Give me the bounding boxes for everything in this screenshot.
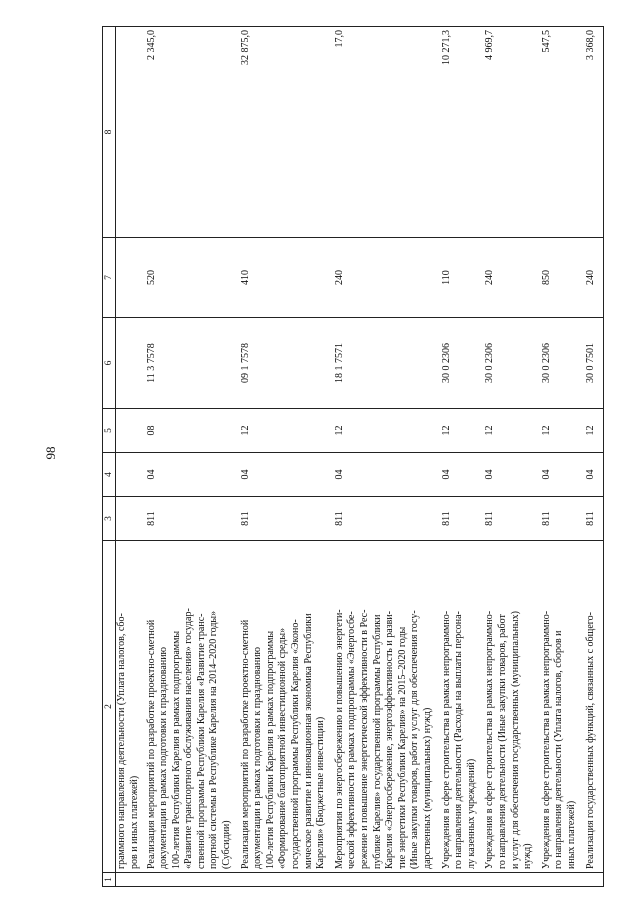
subsection-code-cell: 12 xyxy=(541,409,585,453)
header-col-7: 7 xyxy=(103,238,116,318)
expense-type-cell xyxy=(116,238,146,318)
amount-cell: 2 345,0 xyxy=(146,27,240,238)
header-col-5: 5 xyxy=(103,409,116,453)
section-code-cell: 04 xyxy=(334,453,441,497)
target-article-cell: 09 1 7578 xyxy=(240,318,334,409)
table-row xyxy=(334,27,441,887)
amount-cell xyxy=(116,27,146,238)
budget-table xyxy=(102,26,604,887)
table-row xyxy=(146,27,240,887)
description-cell: Реализация мероприятий по разработке проектно-сметной документации в рамках подготовки к празднованию 100-летия Республики Карелия в рамках подпрограммы «Развитие транспортного обслуживания населения» государ- ственной программы Республики Карелия «Развитие транс- портной системы в Республике Карелия на 2014–2020 годы» (Субсидии) xyxy=(146,541,240,873)
table-row xyxy=(441,27,485,887)
section-code-cell xyxy=(116,453,146,497)
table-row xyxy=(484,27,540,887)
table-row xyxy=(585,27,604,887)
rzpr-code-cell: 811 xyxy=(585,497,604,541)
row-number-cell xyxy=(541,873,585,887)
rzpr-code-cell: 811 xyxy=(441,497,485,541)
subsection-code-cell: 12 xyxy=(441,409,485,453)
amount-cell: 17,0 xyxy=(334,27,441,238)
section-code-cell: 04 xyxy=(541,453,585,497)
rzpr-code-cell: 811 xyxy=(146,497,240,541)
description-cell: граммного направления деятельности (Уплата налогов, сбо- ров и иных платежей) xyxy=(116,541,146,873)
expense-type-cell: 850 xyxy=(541,238,585,318)
expense-type-cell: 410 xyxy=(240,238,334,318)
row-number-cell xyxy=(334,873,441,887)
rzpr-code-cell xyxy=(116,497,146,541)
header-col-1: 1 xyxy=(103,873,116,887)
expense-type-cell: 520 xyxy=(146,238,240,318)
header-col-4: 4 xyxy=(103,453,116,497)
table-header-row xyxy=(103,27,116,887)
description-cell: Реализация мероприятий по разработке проектно-сметной документации в рамках подготовки к празднованию 100-летия Республики Карелия в рамках подпрограммы «Формирование благоприятной инвестиционной среды» государственной программы Республики Карелия «Эконо- мическое развитие и инновационная экономика Республики Карелия» (Бюджетные инвестиции) xyxy=(240,541,334,873)
target-article-cell: 11 3 7578 xyxy=(146,318,240,409)
row-number-cell xyxy=(146,873,240,887)
subsection-code-cell: 12 xyxy=(240,409,334,453)
row-number-cell xyxy=(240,873,334,887)
expense-type-cell: 240 xyxy=(484,238,540,318)
table-row xyxy=(240,27,334,887)
row-number-cell xyxy=(441,873,485,887)
target-article-cell xyxy=(116,318,146,409)
description-cell: Учреждения в сфере строительства в рамках непрограммно- го направления деятельности (Уплата налогов, сборов и иных платежей) xyxy=(541,541,585,873)
section-code-cell: 04 xyxy=(146,453,240,497)
subsection-code-cell: 12 xyxy=(334,409,441,453)
description-cell: Реализация государственных функций, связанных с общего- xyxy=(585,541,604,873)
page-number: 98 xyxy=(43,446,58,460)
header-col-8: 8 xyxy=(103,27,116,238)
amount-cell: 547,5 xyxy=(541,27,585,238)
header-col-6: 6 xyxy=(103,318,116,409)
subsection-code-cell: 12 xyxy=(484,409,540,453)
amount-cell: 4 969,7 xyxy=(484,27,540,238)
target-article-cell: 30 0 7501 xyxy=(585,318,604,409)
budget-table-rotated xyxy=(102,27,602,887)
table-row xyxy=(116,27,146,887)
section-code-cell: 04 xyxy=(585,453,604,497)
subsection-code-cell xyxy=(116,409,146,453)
target-article-cell: 30 0 2306 xyxy=(441,318,485,409)
expense-type-cell: 240 xyxy=(334,238,441,318)
target-article-cell: 30 0 2306 xyxy=(541,318,585,409)
target-article-cell: 18 1 7571 xyxy=(334,318,441,409)
rzpr-code-cell: 811 xyxy=(541,497,585,541)
rzpr-code-cell: 811 xyxy=(484,497,540,541)
table-row xyxy=(541,27,585,887)
section-code-cell: 04 xyxy=(484,453,540,497)
description-cell: Учреждения в сфере строительства в рамках непрограммно- го направления деятельности (Расходы на выплаты персона- лу казенных учреждений) xyxy=(441,541,485,873)
expense-type-cell: 110 xyxy=(441,238,485,318)
section-code-cell: 04 xyxy=(240,453,334,497)
rzpr-code-cell: 811 xyxy=(240,497,334,541)
expense-type-cell: 240 xyxy=(585,238,604,318)
amount-cell: 10 271,3 xyxy=(441,27,485,238)
header-col-3: 3 xyxy=(103,497,116,541)
target-article-cell: 30 0 2306 xyxy=(484,318,540,409)
row-number-cell xyxy=(484,873,540,887)
section-code-cell: 04 xyxy=(441,453,485,497)
rzpr-code-cell: 811 xyxy=(334,497,441,541)
table-body xyxy=(116,27,604,887)
amount-cell: 3 368,0 xyxy=(585,27,604,238)
description-cell: Учреждения в сфере строительства в рамках непрограммно- го направления деятельности (Иные закупки товаров, работ и услуг для обеспечения государственных (муниципальных) нужд) xyxy=(484,541,540,873)
header-col-2: 2 xyxy=(103,541,116,873)
description-cell: Мероприятия по энергосбережению и повышению энергети- ческой эффективности в рамках подпрограммы «Энергосбе- режение и повышение энергетической эффективности в Рес- публике Карелия» государственной программы Республики Карелия «Энергосбережение, энергоэффективность и разви- тие энергетики Республики Карелия» на 2015–2020 годы (Иные закупки товаров, работ и услуг для обеспечения госу- дарственных (муниципальных) нужд) xyxy=(334,541,441,873)
subsection-code-cell: 12 xyxy=(585,409,604,453)
row-number-cell xyxy=(585,873,604,887)
row-number-cell xyxy=(116,873,146,887)
subsection-code-cell: 08 xyxy=(146,409,240,453)
amount-cell: 32 875,0 xyxy=(240,27,334,238)
